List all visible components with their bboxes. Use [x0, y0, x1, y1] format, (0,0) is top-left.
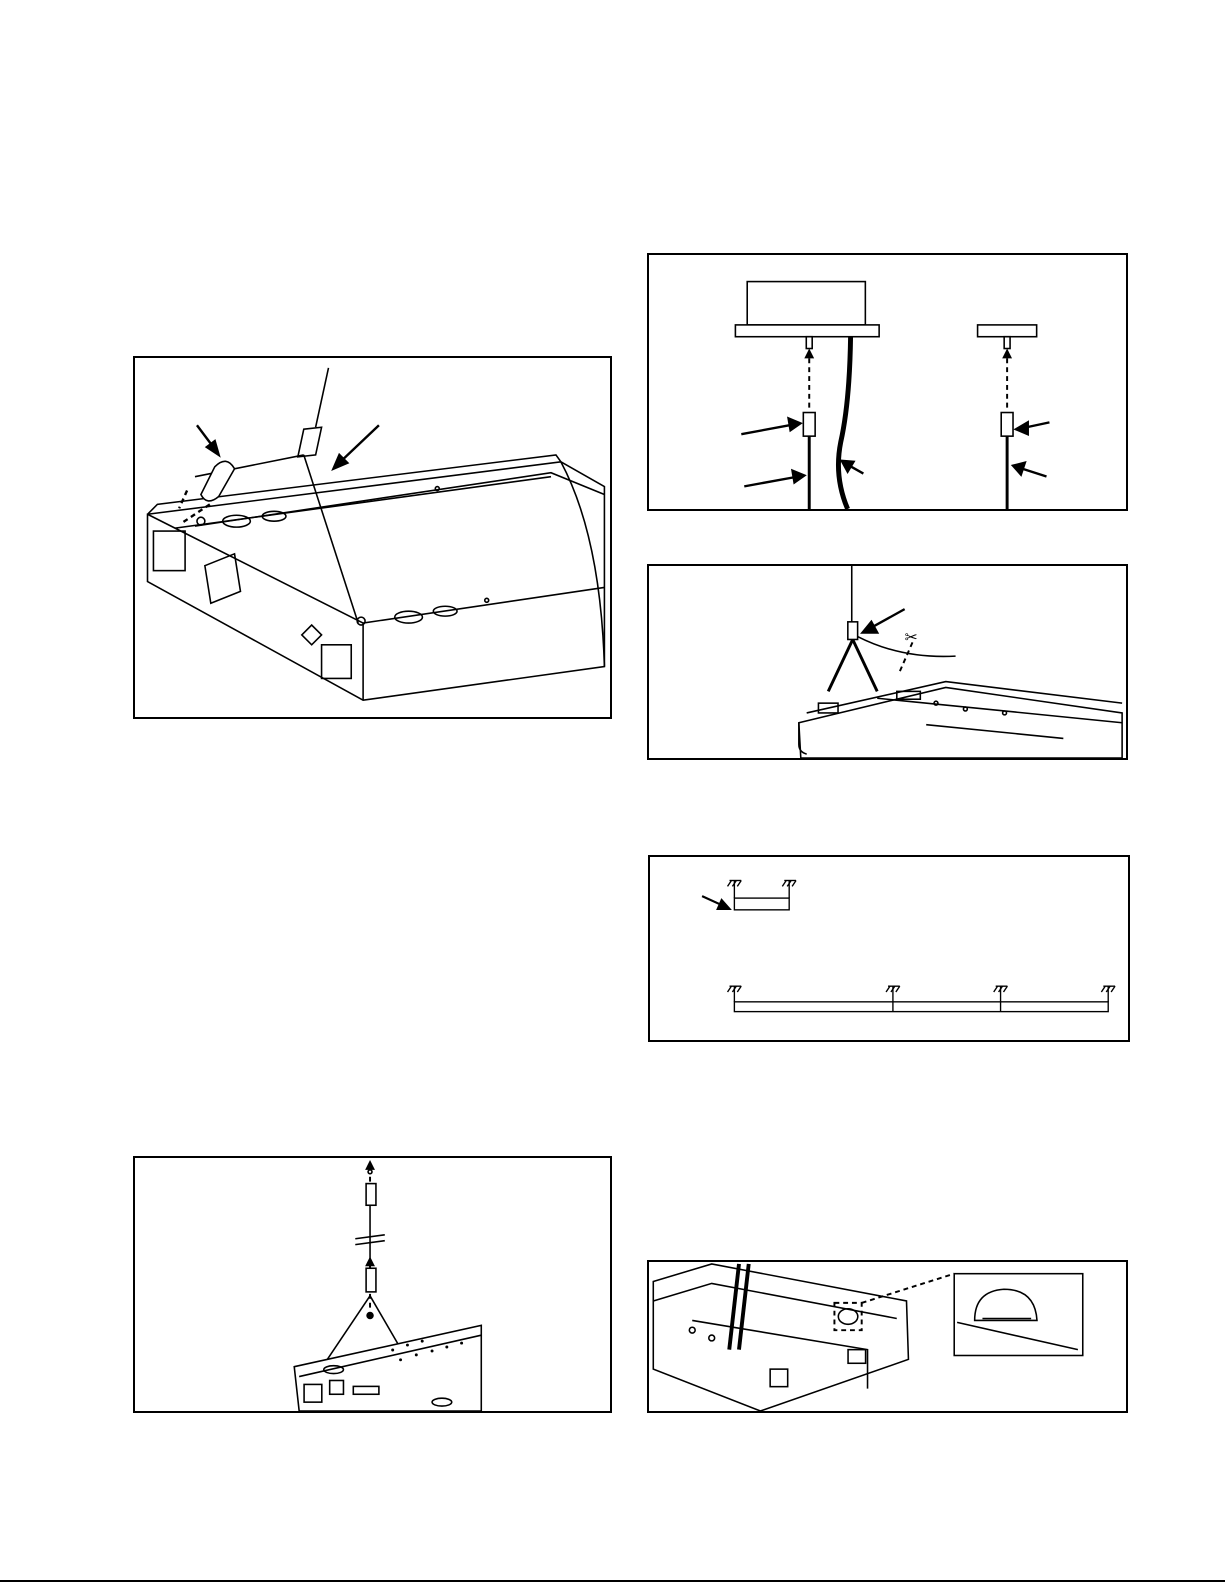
canopy-connection-illustration — [649, 255, 1126, 509]
fixture-cable-illustration — [135, 358, 610, 717]
figure-y-cable-trim — [647, 564, 1128, 760]
figure-cable-attachment — [133, 356, 612, 719]
row-layout-illustration — [650, 857, 1128, 1040]
suspension-assembly-illustration — [135, 1158, 610, 1411]
figure-suspension-assembly — [133, 1156, 612, 1413]
figure-row-layout — [648, 855, 1130, 1042]
y-cable-trim-illustration — [649, 566, 1126, 758]
figure-knockout-detail — [647, 1260, 1128, 1413]
page-footer-rule — [0, 1580, 1225, 1582]
figure-canopy-connection — [647, 253, 1128, 511]
knockout-detail-illustration — [649, 1262, 1126, 1411]
svg-text:✂: ✂ — [904, 627, 918, 647]
